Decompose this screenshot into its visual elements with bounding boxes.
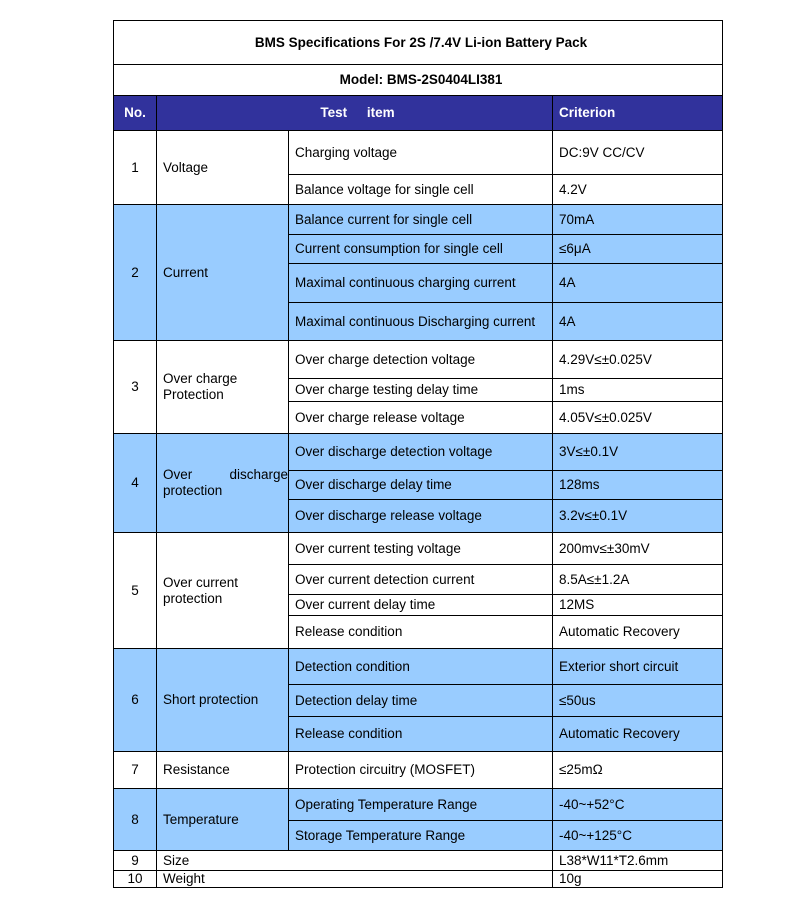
row-number: 1 <box>114 131 157 205</box>
criterion-value: ≤6μA <box>553 235 723 264</box>
criterion-value: ≤25mΩ <box>553 752 723 789</box>
group-name <box>157 752 289 789</box>
test-item: Operating Temperature Range <box>289 789 553 821</box>
test-item: Over current testing voltage <box>289 533 553 565</box>
criterion-value: 1ms <box>553 379 723 402</box>
group-name-line: Size <box>163 852 190 868</box>
test-item: Detection condition <box>289 649 553 685</box>
criterion-value: 8.5A≤±1.2A <box>553 565 723 595</box>
test-item: Over current detection current <box>289 565 553 595</box>
group-name-line: Over charge <box>163 371 238 386</box>
criterion-value: 3V≤±0.1V <box>553 434 723 471</box>
group-name <box>157 789 289 851</box>
group-name-line: Temperature <box>163 811 239 827</box>
criterion-value: 128ms <box>553 471 723 500</box>
group-name <box>157 649 289 752</box>
row-number: 8 <box>114 789 157 851</box>
spec-table <box>113 20 723 888</box>
criterion-value: 4A <box>553 303 723 341</box>
row-number: 9 <box>114 851 157 871</box>
table-row <box>114 205 723 235</box>
test-item: Current consumption for single cell <box>289 235 553 264</box>
test-item: Over charge detection voltage <box>289 341 553 379</box>
group-name-line: Current <box>163 264 209 280</box>
table-row <box>114 649 723 685</box>
test-item: Charging voltage <box>289 131 553 175</box>
criterion-value: -40~+52°C <box>553 789 723 821</box>
table-row <box>114 752 723 789</box>
criterion-value: 3.2v≤±0.1V <box>553 500 723 533</box>
criterion-value: 4.2V <box>553 175 723 205</box>
criterion-value: Automatic Recovery <box>553 717 723 752</box>
header-row <box>114 96 723 131</box>
row-number: 7 <box>114 752 157 789</box>
criterion-value: 4A <box>553 264 723 303</box>
table-row <box>114 434 723 471</box>
criterion-value: L38*W11*T2.6mm <box>553 851 723 871</box>
group-name-line: Over discharge <box>163 467 288 482</box>
table-row <box>114 533 723 565</box>
criterion-value: Exterior short circuit <box>553 649 723 685</box>
test-item: Over charge testing delay time <box>289 379 553 402</box>
group-name <box>157 131 289 205</box>
group-name-line: Over current <box>163 574 239 590</box>
header-no: No. <box>114 96 157 131</box>
table-row <box>114 871 723 888</box>
row-number: 4 <box>114 434 157 533</box>
table-row <box>114 851 723 871</box>
criterion-value: -40~+125°C <box>553 821 723 851</box>
criterion-value: 4.05V≤±0.025V <box>553 402 723 434</box>
row-number: 2 <box>114 205 157 341</box>
test-item: Over discharge release voltage <box>289 500 553 533</box>
test-item: Release condition <box>289 717 553 752</box>
criterion-value: ≤50us <box>553 685 723 717</box>
criterion-value: 200mv≤±30mV <box>553 533 723 565</box>
model-label: Model: BMS-2S0404LI381 <box>114 65 723 96</box>
test-item: Maximal continuous charging current <box>289 264 553 303</box>
group-name <box>157 341 289 434</box>
header-criterion: Criterion <box>553 96 723 131</box>
group-name-line: Voltage <box>163 159 209 175</box>
criterion-value: 70mA <box>553 205 723 235</box>
criterion-value: 4.29V≤±0.025V <box>553 341 723 379</box>
test-item: Balance current for single cell <box>289 205 553 235</box>
test-item: Over discharge detection voltage <box>289 434 553 471</box>
group-name-line: Resistance <box>163 762 230 777</box>
criterion-value: 12MS <box>553 595 723 616</box>
test-item: Over charge release voltage <box>289 402 553 434</box>
group-name <box>157 205 289 341</box>
group-name <box>157 851 553 871</box>
row-number: 6 <box>114 649 157 752</box>
group-name <box>157 533 289 649</box>
group-name-line: Protection <box>163 387 224 402</box>
row-number: 5 <box>114 533 157 649</box>
table-row <box>114 341 723 379</box>
table-title: BMS Specifications For 2S /7.4V Li-ion Battery Pack <box>114 21 723 65</box>
test-item: Over discharge delay time <box>289 471 553 500</box>
group-name <box>157 434 289 533</box>
group-name-line: protection <box>163 483 223 498</box>
test-item: Protection circuitry (MOSFET) <box>289 752 553 789</box>
test-item: Detection delay time <box>289 685 553 717</box>
row-number: 10 <box>114 871 157 888</box>
header-test-item: Test item <box>157 96 553 131</box>
test-item: Balance voltage for single cell <box>289 175 553 205</box>
table-row <box>114 789 723 821</box>
group-name <box>157 871 553 888</box>
test-item: Over current delay time <box>289 595 553 616</box>
row-number: 3 <box>114 341 157 434</box>
group-name-line: protection <box>163 590 223 606</box>
criterion-value: DC:9V CC/CV <box>553 131 723 175</box>
group-name-line: Short protection <box>163 692 259 707</box>
test-item: Maximal continuous Discharging current <box>289 303 553 341</box>
title-row <box>114 21 723 65</box>
test-item: Release condition <box>289 616 553 649</box>
group-name-line: Weight <box>163 871 205 886</box>
criterion-value: 10g <box>553 871 723 888</box>
criterion-value: Automatic Recovery <box>553 616 723 649</box>
test-item: Storage Temperature Range <box>289 821 553 851</box>
model-row <box>114 65 723 96</box>
table-row <box>114 131 723 175</box>
